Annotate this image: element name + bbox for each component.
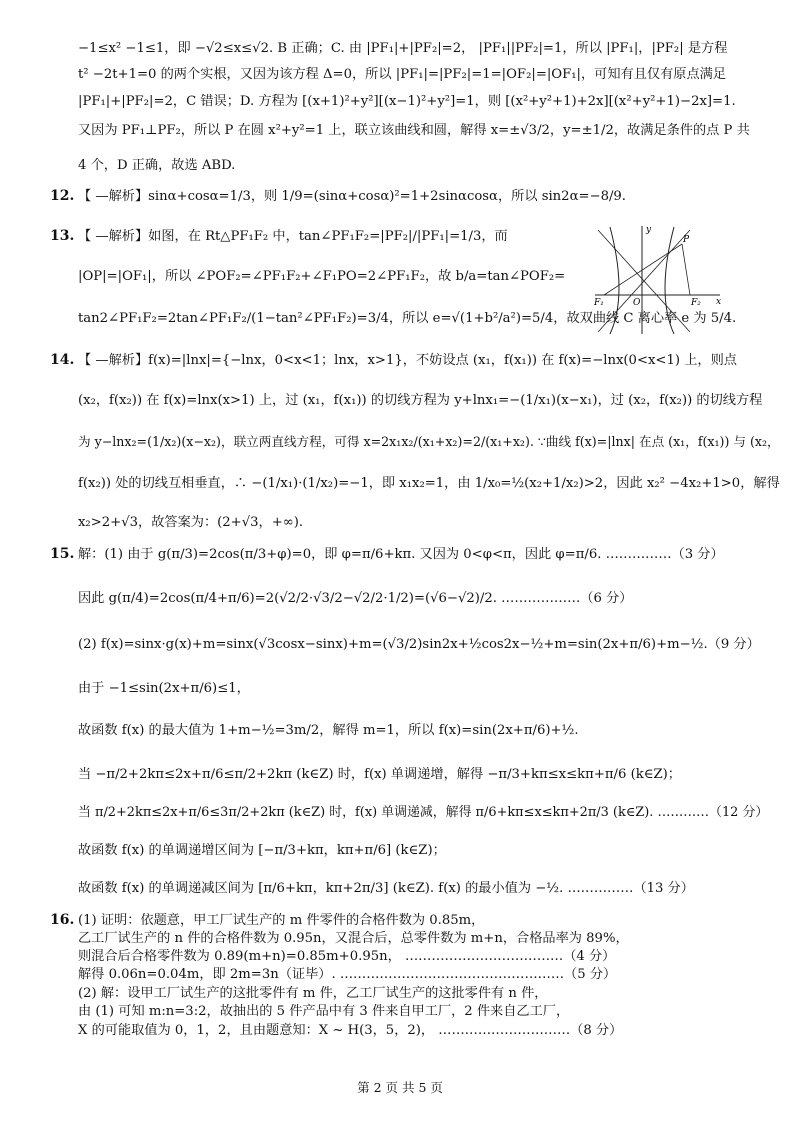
text-line: x₂>2+√3，故答案为：(2+√3，+∞). — [78, 515, 304, 530]
text-line: 故函数 f(x) 的最大值为 1+m−½=3m/2，解得 m=1，所以 f(x)=sin(2x+π/6)+½. — [78, 723, 579, 738]
question-number: 15. — [50, 546, 75, 562]
text-line: 4 个，D 正确，故选 ABD. — [78, 158, 236, 173]
question-number: 13. — [50, 228, 75, 244]
hyperbola-right-branch — [665, 227, 674, 334]
text-line: 由 (1) 可知 m:n=3:2，故抽出的 5 件产品中有 3 件来自甲工厂，2 件来自乙工厂， — [78, 1004, 570, 1019]
text-line: 解得 0.06n=0.04m，即 2m=3n（证毕）. ……………………………………………（5 分） — [78, 967, 617, 982]
text-line: 故函数 f(x) 的单调递增区间为 [−π/3+kπ，kπ+π/6] (k∈Z)； — [78, 843, 446, 858]
origin-label: O — [633, 298, 641, 308]
page-footer: 第 2 页 共 5 页 — [357, 1080, 443, 1095]
text-line: t² −2t+1=0 的两个实根，又因为该方程 Δ=0，所以 |PF₁|=|PF₂|=1=|OF₂|=|OF₁|，可知有且仅有原点满足 — [78, 67, 727, 82]
text-line: f(x₂)) 处的切线互相垂直，∴ −(1/x₁)·(1/x₂)=−1，即 x₁x₂=1，由 1/x₀=½(x₂+1/x₂)>2，因此 x₂² −4x₂+1>0，解得 — [78, 476, 780, 491]
hyperbola-left-branch — [610, 227, 619, 334]
text-line: 因此 g(π/4)=2cos(π/4+π/6)=2(√2/2·√3/2−√2/2·1/2)=(√6−√2)/2. ………………（6 分） — [78, 591, 633, 606]
text-line: (2) f(x)=sinx·g(x)+m=sinx(√3cosx−sinx)+m=(√3/2)sin2x+½cos2x−½+m=sin(2x+π/6)+m−½.（9 分） — [78, 637, 760, 652]
f1-label: F₁ — [594, 298, 604, 308]
text-line: 【 —解析】如图，在 Rt△PF₁F₂ 中，tan∠PF₁F₂=|PF₂|/|PF₁|=1/3，而 — [78, 229, 508, 244]
text-line: 当 π/2+2kπ≤2x+π/6≤3π/2+2kπ (k∈Z) 时，f(x) 单调递减，解得 π/6+kπ≤x≤kπ+2π/3 (k∈Z). …………（12 分） — [78, 805, 769, 820]
p-label: P — [683, 235, 690, 245]
segment-p-f2 — [682, 244, 690, 295]
text-line: (x₂，f(x₂)) 在 f(x)=lnx(x>1) 上，过 (x₁，f(x₁)) 的切线方程为 y+lnx₁=−(1/x₁)(x−x₁)，过 (x₂，f(x₂)) 的切线方程 — [78, 393, 763, 408]
text-line: |OP|=|OF₁|，所以 ∠POF₂=∠PF₁F₂+∠F₁PO=2∠PF₁F₂，故 b/a=tan∠POF₂= — [78, 269, 566, 284]
text-line: 乙工厂试生产的 n 件的合格件数为 0.95n，又混合后，总零件数为 m+n，合格品率为 89%， — [78, 931, 629, 946]
hyperbola-figure — [590, 222, 725, 340]
question-number: 14. — [50, 352, 75, 368]
text-line: (2) 解：设甲工厂试生产的这批零件有 m 件，乙工厂试生产的这批零件有 n 件， — [78, 986, 548, 1001]
text-line: 又因为 PF₁⊥PF₂，所以 P 在圆 x²+y²=1 上，联立该曲线和圆，解得 x=±√3/2，y=±1/2，故满足条件的点 P 共 — [78, 123, 750, 138]
text-line: 【 —解析】f(x)=|lnx|={−lnx，0<x<1；lnx，x>1}，不妨设点 (x₁，f(x₁)) 在 f(x)=−lnx(0<x<1) 上，则点 — [78, 353, 737, 368]
text-line: 由于 −1≤sin(2x+π/6)≤1， — [78, 681, 250, 696]
text-line: 故函数 f(x) 的单调递减区间为 [π/6+kπ，kπ+2π/3] (k∈Z). f(x) 的最小值为 −½. ……………（13 分） — [78, 881, 694, 896]
text-line: 当 −π/2+2kπ≤2x+π/6≤π/2+2kπ (k∈Z) 时，f(x) 单调递增，解得 −π/3+kπ≤x≤kπ+π/6 (k∈Z)； — [78, 767, 681, 782]
x-label: x — [716, 297, 722, 307]
text-line: 则混合后合格零件数为 0.89(m+n)=0.85m+0.95n， ………………………………（4 分） — [78, 949, 616, 964]
text-line: 解：(1) 由于 g(π/3)=2cos(π/3+φ)=0，即 φ=π/6+kπ. 又因为 0<φ<π，因此 φ=π/6. ……………（3 分） — [78, 547, 724, 562]
question-number: 16. — [50, 912, 75, 928]
text-line: 为 y−lnx₂=(1/x₂)(x−x₂)，联立两直线方程，可得 x=2x₁x₂/(x₁+x₂)=2/(x₁+x₂). ∵曲线 f(x)=|lnx| 在点 (x₁，f(x₁)) 与 (x₂， — [78, 434, 780, 449]
question-number: 12. — [50, 188, 75, 204]
text-line: X 的可能取值为 0，1，2，且由题意知：X ~ H(3，5，2)， …………………………（8 分） — [78, 1023, 623, 1038]
text-line: (1) 证明：依题意，甲工厂试生产的 m 件零件的合格件数为 0.85m， — [78, 913, 485, 928]
text-line: |PF₁|+|PF₂|=2，C 错误；D. 方程为 [(x+1)²+y²][(x−1)²+y²]=1，则 [(x²+y²+1)+2x][(x²+y²+1)−2x]=1. — [78, 94, 736, 109]
f2-label: F₂ — [691, 298, 701, 308]
text-line: tan2∠PF₁F₂=2tan∠PF₁F₂/(1−tan²∠PF₁F₂)=3/4，所以 e=√(1+b²/a²)=5/4，故双曲线 C 离心率 e 为 5/4. — [78, 311, 737, 326]
text-line: −1≤x² −1≤1，即 −√2≤x≤√2. B 正确；C. 由 |PF₁|+|PF₂|=2， |PF₁||PF₂|=1，所以 |PF₁|，|PF₂| 是方程 — [78, 41, 728, 56]
y-label: y — [646, 225, 652, 235]
text-line: 【 —解析】sinα+cosα=1/3，则 1/9=(sinα+cosα)²=1+2sinαcosα，所以 sin2α=−8/9. — [78, 189, 626, 204]
